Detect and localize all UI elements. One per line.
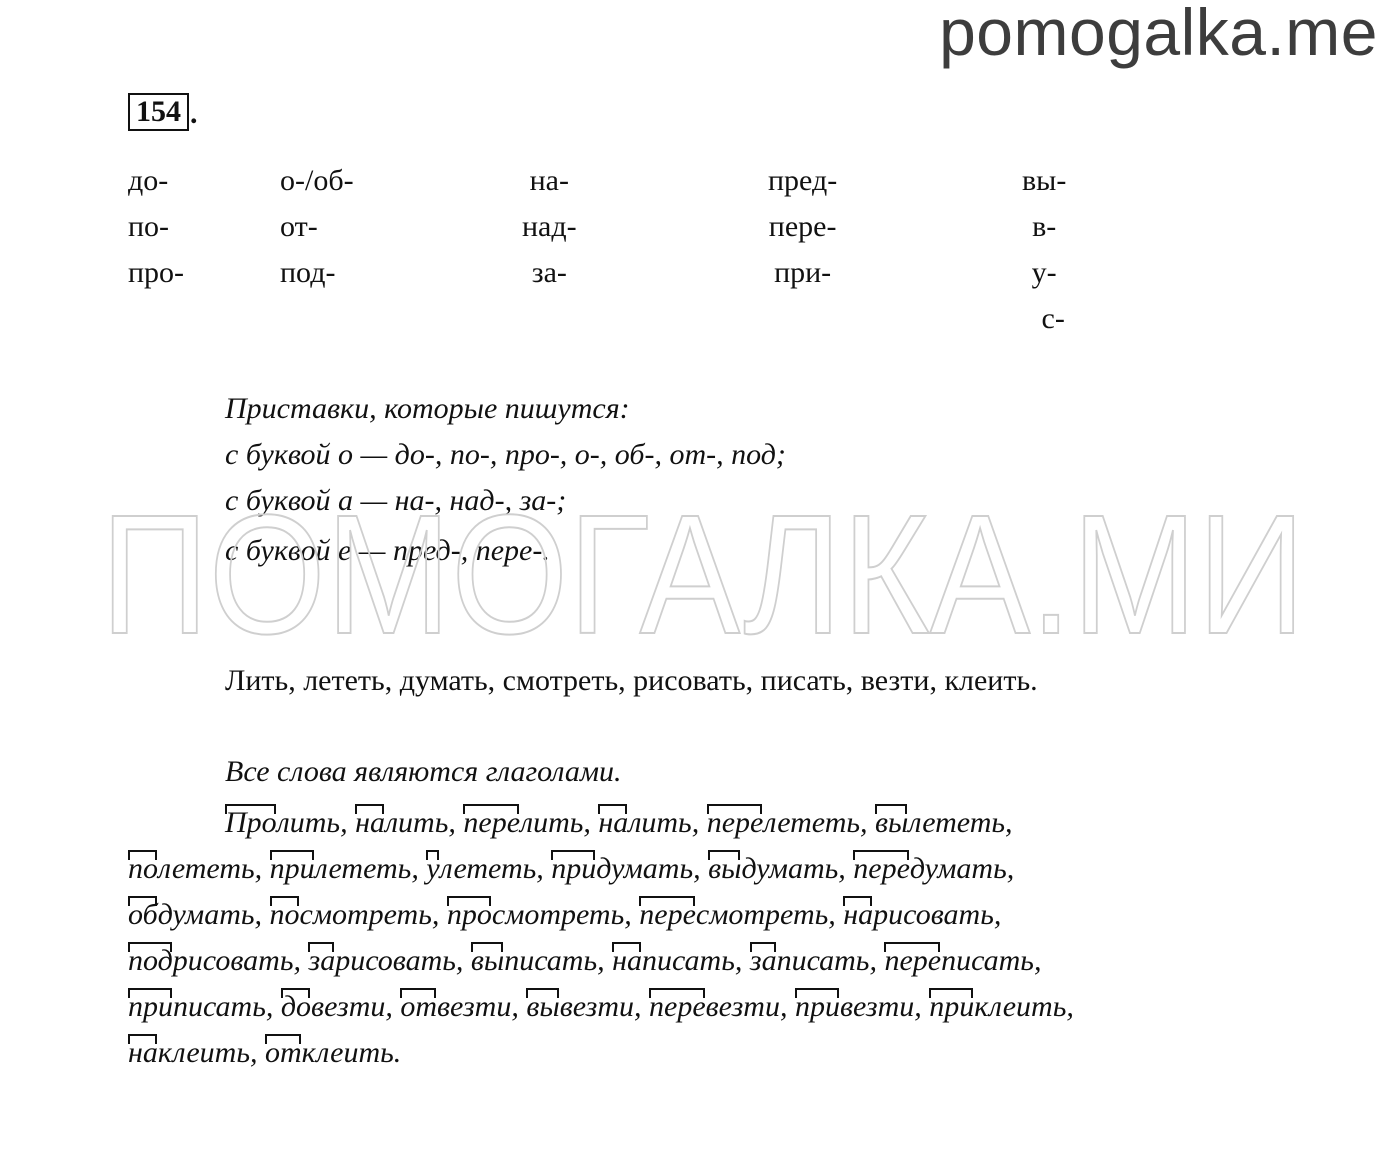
- rule-line: с буквой а — на-, над-, за-;: [225, 484, 567, 517]
- word-rest: везти: [311, 990, 386, 1023]
- exercise-number-dot: .: [190, 97, 198, 130]
- prefix-mark: по: [270, 892, 300, 938]
- prefix-mark: за: [308, 938, 335, 984]
- prefix-mark: на: [598, 800, 628, 846]
- word-rest: клеить: [301, 1036, 394, 1069]
- watermark-text: ПОМОГАЛКА.МИ: [100, 500, 1306, 640]
- prefix: до-: [128, 164, 169, 197]
- derived-word: [853, 846, 1006, 892]
- prefix-mark: вы: [875, 800, 908, 846]
- word-rest: писать: [776, 944, 870, 977]
- prefix-mark: Про: [225, 800, 277, 846]
- derived-word: [128, 1030, 250, 1076]
- prefix-mark: по: [128, 846, 158, 892]
- prefix-mark: пере: [463, 800, 520, 846]
- derived-word: [128, 846, 255, 892]
- derived-word: [426, 846, 536, 892]
- derived-word: [707, 800, 860, 846]
- prefix-mark: об: [128, 892, 158, 938]
- derived-words-line: Пролить, налить, перелить, налить, перелететь, вылететь,: [128, 800, 1074, 846]
- verb-list: Лить, лететь, думать, смотреть, рисовать, писать, везти, клеить.: [225, 664, 1038, 697]
- word-rest: везти: [705, 990, 780, 1023]
- derived-word: [612, 938, 735, 984]
- prefix-mark: про: [447, 892, 492, 938]
- word-rest: писать: [504, 944, 598, 977]
- word-rest: лить: [276, 806, 341, 839]
- derived-word: [649, 984, 780, 1030]
- derived-words-line: наклеить, отклеить.: [128, 1030, 1074, 1076]
- derived-words: [128, 800, 1074, 1076]
- exercise-number: [128, 93, 198, 131]
- prefix-mark: до: [281, 984, 311, 1030]
- prefix-mark: пере: [649, 984, 706, 1030]
- prefix-mark: от: [265, 1030, 302, 1076]
- word-rest: везти: [839, 990, 915, 1023]
- word-rest: лить: [384, 806, 449, 839]
- prefix-column-2: [280, 158, 354, 296]
- prefix: от-: [280, 210, 318, 243]
- word-rest: рисовать: [335, 944, 456, 977]
- prefix-mark: вы: [708, 846, 741, 892]
- rule-line: с буквой е — пред-, пере-.: [225, 534, 550, 567]
- derived-word: [128, 892, 255, 938]
- prefix-column-1: [128, 158, 184, 296]
- word-rest: думать: [741, 852, 839, 885]
- prefix: пред-: [768, 164, 838, 197]
- word-rest: лететь: [763, 806, 861, 839]
- prefix: у-: [1031, 256, 1057, 289]
- derived-words-line: обдумать, посмотреть, просмотреть, пересмотреть, нарисовать,: [128, 892, 1074, 938]
- word-rest: везти: [559, 990, 634, 1023]
- prefix-mark: на: [843, 892, 873, 938]
- derived-word: [875, 800, 1005, 846]
- derived-word: [843, 892, 994, 938]
- derived-words-line: подрисовать, зарисовать, выписать, написать, записать, переписать,: [128, 938, 1074, 984]
- watermark: [96, 500, 1311, 640]
- prefix-mark: при: [929, 984, 974, 1030]
- prefix: вы-: [1022, 164, 1067, 197]
- word-rest: клеить: [157, 1036, 250, 1069]
- prefix-mark: при: [128, 984, 173, 1030]
- rule-line: с буквой о — до-, по-, про-, о-, об-, от-, под;: [225, 438, 786, 471]
- word-rest: лететь: [314, 852, 412, 885]
- derived-word: [265, 1030, 394, 1076]
- derived-word: [795, 984, 914, 1030]
- derived-word: [639, 892, 828, 938]
- derived-word: [308, 938, 455, 984]
- prefix: под-: [280, 256, 336, 289]
- word-rest: лить: [520, 806, 584, 839]
- word-rest: думать: [157, 898, 255, 931]
- word-rest: думать: [596, 852, 694, 885]
- derived-word: [598, 800, 691, 846]
- prefix-mark: при: [270, 846, 315, 892]
- prefix-column-3: [522, 158, 577, 296]
- word-rest: писать: [941, 944, 1034, 977]
- derived-word: [281, 984, 386, 1030]
- site-logo: pomogalka.me: [939, 0, 1378, 69]
- derived-word: [128, 938, 293, 984]
- prefix-mark: на: [128, 1030, 158, 1076]
- word-rest: писать: [642, 944, 735, 977]
- word-rest: смотреть: [695, 898, 829, 931]
- prefix: пере-: [768, 210, 837, 243]
- prefix: про-: [128, 256, 185, 289]
- word-rest: писать: [173, 990, 266, 1023]
- prefix: при-: [774, 256, 832, 289]
- prefix: о-/об-: [280, 164, 354, 197]
- word-rest: смотреть: [299, 898, 432, 931]
- word-rest: рисовать: [873, 898, 994, 931]
- derived-word: [355, 800, 448, 846]
- prefix-mark: пере: [853, 846, 910, 892]
- prefix: за-: [531, 256, 567, 289]
- derived-word: [750, 938, 870, 984]
- prefix-mark: под: [128, 938, 173, 984]
- prefix: с-: [1041, 302, 1065, 335]
- derived-word: [270, 892, 432, 938]
- derived-word: [463, 800, 583, 846]
- prefix-columns: [0, 158, 1400, 348]
- prefix-mark: от: [400, 984, 437, 1030]
- derived-words-line: приписать, довезти, отвезти, вывезти, перевезти, привезти, приклеить,: [128, 984, 1074, 1030]
- word-rest: лететь: [158, 852, 255, 885]
- derived-word: [471, 938, 597, 984]
- word-rest: думать: [909, 852, 1007, 885]
- prefix-mark: пере: [639, 892, 696, 938]
- derived-word: [551, 846, 693, 892]
- derived-words-line: полететь, прилететь, улететь, придумать, выдумать, передумать,: [128, 846, 1074, 892]
- prefix-column-4: [768, 158, 837, 296]
- derived-word: [884, 938, 1034, 984]
- prefix-mark: пере: [707, 800, 764, 846]
- word-rest: клеить: [974, 990, 1067, 1023]
- prefix-column-5: [1022, 158, 1066, 342]
- prefix-mark: пере: [884, 938, 941, 984]
- prefix: на-: [529, 164, 569, 197]
- derived-word: [270, 846, 412, 892]
- rules-title: Приставки, которые пишутся:: [225, 392, 630, 425]
- prefix-mark: вы: [526, 984, 559, 1030]
- prefix-mark: на: [612, 938, 642, 984]
- derived-word: [400, 984, 511, 1030]
- word-rest: лететь: [439, 852, 537, 885]
- derived-word: [447, 892, 624, 938]
- word-rest: везти: [437, 990, 512, 1023]
- word-rest: лететь: [908, 806, 1006, 839]
- word-rest: рисовать: [172, 944, 294, 977]
- prefix-mark: за: [750, 938, 777, 984]
- prefix-mark: у: [426, 846, 439, 892]
- prefix-mark: при: [551, 846, 596, 892]
- derived-word: [708, 846, 838, 892]
- exercise-number-box: 154: [128, 93, 189, 131]
- prefix-mark: вы: [471, 938, 504, 984]
- prefix-mark: на: [355, 800, 385, 846]
- prefix: над-: [522, 210, 577, 243]
- prefix: по-: [128, 210, 170, 243]
- prefix-mark: при: [795, 984, 840, 1030]
- word-rest: лить: [628, 806, 692, 839]
- derived-word: [225, 800, 340, 846]
- derived-word: [128, 984, 266, 1030]
- conclusion: Все слова являются глаголами.: [225, 755, 622, 788]
- derived-word: [526, 984, 634, 1030]
- prefix: в-: [1032, 210, 1057, 243]
- derived-word: [929, 984, 1066, 1030]
- word-rest: смотреть: [491, 898, 625, 931]
